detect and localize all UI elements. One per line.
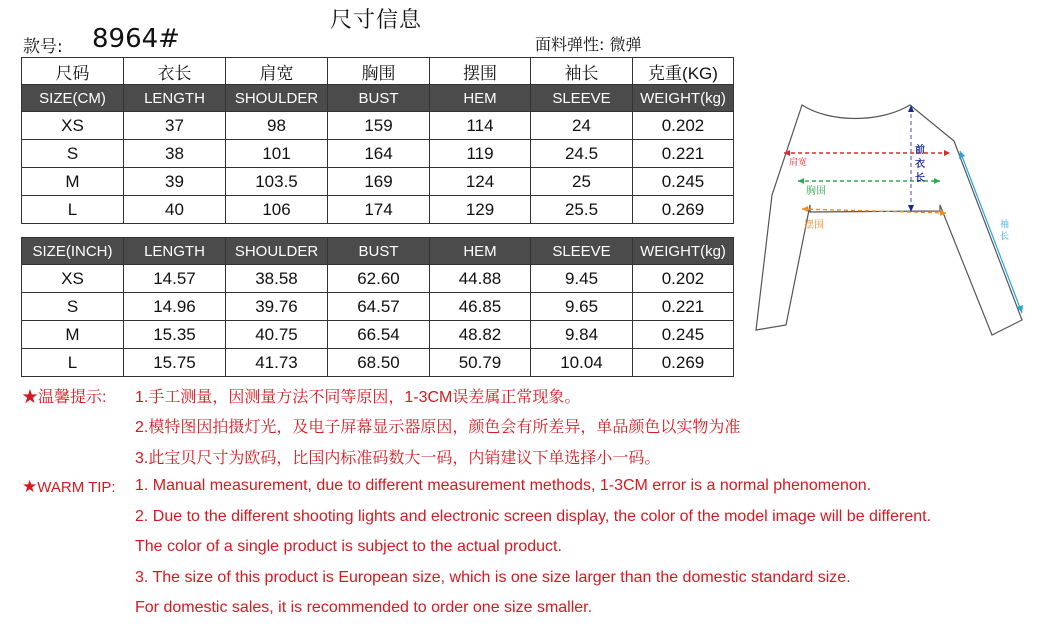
table-cell: 169 (328, 168, 430, 196)
bust-label: 胸围 (806, 186, 826, 197)
table-cell: 0.245 (633, 168, 734, 196)
header-cell: 摆围 (430, 58, 531, 85)
table-cell: M (22, 168, 124, 196)
notes-cn-label-row (22, 384, 106, 407)
table-cell: 39.76 (226, 293, 328, 321)
table-cell: 46.85 (430, 293, 531, 321)
table-cell: 0.202 (633, 265, 734, 293)
table-cell: 106 (226, 196, 328, 224)
style-number-label: 款号: (23, 37, 63, 57)
table-cell: 24.5 (531, 140, 633, 168)
table-cell: S (22, 140, 124, 168)
shoulder-label: 肩宽 (789, 158, 808, 168)
size-table-inch (21, 237, 734, 377)
garment-diagram (740, 85, 1030, 345)
table-cell: 101 (226, 140, 328, 168)
table-cell: 159 (328, 112, 430, 140)
star-icon: ★ (22, 389, 39, 406)
table-cell: 0.269 (633, 349, 734, 377)
table-cell: 62.60 (328, 265, 430, 293)
header-cell: SIZE(CM) (22, 85, 124, 112)
table-cell: 124 (430, 168, 531, 196)
english-header-row (22, 238, 734, 265)
table-cell: 25.5 (531, 196, 633, 224)
table-cell: 15.35 (124, 321, 226, 349)
table-cell: 14.57 (124, 265, 226, 293)
table-cell: 0.269 (633, 196, 734, 224)
table-cell: 38.58 (226, 265, 328, 293)
notes-en-label: WARM TIP: (37, 479, 116, 496)
notes-cn-line-3: 3.此宝贝尺寸为欧码，比国内标准码数大一码，内销建议下单选择小一码。 (135, 450, 661, 467)
page-title: 尺寸信息 (330, 8, 423, 33)
table-cell: 114 (430, 112, 531, 140)
table-cell: XS (22, 265, 124, 293)
notes-en-line-3: The color of a single product is subject to the actual product. (135, 538, 562, 555)
table-cell: 25 (531, 168, 633, 196)
notes-en-line-5: For domestic sales, it is recommended to order one size smaller. (135, 599, 593, 616)
table-row (22, 293, 734, 321)
table-cell: M (22, 321, 124, 349)
hem-label: 摆围 (804, 220, 824, 231)
header-cell: 肩宽 (226, 58, 328, 85)
table-cell: 0.245 (633, 321, 734, 349)
header-cell: SLEEVE (531, 85, 633, 112)
table-row (22, 140, 734, 168)
table-cell: 64.57 (328, 293, 430, 321)
header-cell: WEIGHT(kg) (633, 85, 734, 112)
header-cell: 衣长 (124, 58, 226, 85)
header-cell: SHOULDER (226, 85, 328, 112)
header-cell: 胸围 (328, 58, 430, 85)
table-cell: 164 (328, 140, 430, 168)
table-cell: 174 (328, 196, 430, 224)
table-row (22, 321, 734, 349)
table-cell: 129 (430, 196, 531, 224)
english-header-row (22, 85, 734, 112)
notes-cn-line-1: 1.手工测量，因测量方法不同等原因，1-3CM误差属正常现象。 (135, 389, 581, 406)
table-cell: 0.202 (633, 112, 734, 140)
table-cell: 0.221 (633, 293, 734, 321)
notes-en-label-row (22, 477, 116, 497)
table-row (22, 112, 734, 140)
table-cell: 66.54 (328, 321, 430, 349)
table-row (22, 168, 734, 196)
header-cell: HEM (430, 238, 531, 265)
header-cell: LENGTH (124, 85, 226, 112)
table-cell: XS (22, 112, 124, 140)
sleeve-label: 袖 长 (1000, 220, 1010, 242)
table-cell: 9.45 (531, 265, 633, 293)
size-table-cm (21, 57, 734, 224)
table-row (22, 265, 734, 293)
table-cell: 15.75 (124, 349, 226, 377)
garment-outline (756, 105, 1022, 335)
table-cell: 40.75 (226, 321, 328, 349)
header-cell: SIZE(INCH) (22, 238, 124, 265)
header-cell: 尺码 (22, 58, 124, 85)
table-cell: 24 (531, 112, 633, 140)
header-cell: 袖长 (531, 58, 633, 85)
header-cell: 克重(KG) (633, 58, 734, 85)
table-cell: 9.84 (531, 321, 633, 349)
table-row (22, 196, 734, 224)
table-cell: 10.04 (531, 349, 633, 377)
table-cell: 14.96 (124, 293, 226, 321)
header-cell: SHOULDER (226, 238, 328, 265)
length-label: 前 衣 长 (915, 145, 925, 184)
header-cell: WEIGHT(kg) (633, 238, 734, 265)
table-cell: 39 (124, 168, 226, 196)
table-cell: 37 (124, 112, 226, 140)
chinese-header-row (22, 58, 734, 85)
fabric-elasticity: 面料弹性: 微弹 (535, 35, 642, 54)
header-cell: HEM (430, 85, 531, 112)
star-icon: ★ (22, 477, 38, 496)
notes-en-line-1: 1. Manual measurement, due to different measurement methods, 1-3CM error is a normal phenomenon. (135, 477, 872, 494)
table-cell: 44.88 (430, 265, 531, 293)
header-cell: BUST (328, 85, 430, 112)
notes-cn-line-2: 2.模特图因拍摄灯光，及电子屏幕显示器原因，颜色会有所差异，单品颜色以实物为准 (135, 419, 741, 436)
header-cell: BUST (328, 238, 430, 265)
table-cell: 38 (124, 140, 226, 168)
table-cell: 68.50 (328, 349, 430, 377)
notes-en-line-2: 2. Due to the different shooting lights and electronic screen display, the color of the model image will be different. (135, 508, 932, 525)
table-cell: 119 (430, 140, 531, 168)
table-cell: L (22, 349, 124, 377)
header-cell: LENGTH (124, 238, 226, 265)
table-row (22, 349, 734, 377)
table-cell: 50.79 (430, 349, 531, 377)
table-cell: 103.5 (226, 168, 328, 196)
style-number: 8964# (92, 24, 180, 54)
notes-en-line-4: 3. The size of this product is European size, which is one size larger than the domestic standard size. (135, 569, 851, 586)
table-cell: 41.73 (226, 349, 328, 377)
table-cell: L (22, 196, 124, 224)
table-cell: 40 (124, 196, 226, 224)
header-cell: SLEEVE (531, 238, 633, 265)
notes-cn-label: 温馨提示: (38, 389, 107, 406)
table-cell: S (22, 293, 124, 321)
table-cell: 98 (226, 112, 328, 140)
table-cell: 48.82 (430, 321, 531, 349)
table-cell: 0.221 (633, 140, 734, 168)
table-cell: 9.65 (531, 293, 633, 321)
